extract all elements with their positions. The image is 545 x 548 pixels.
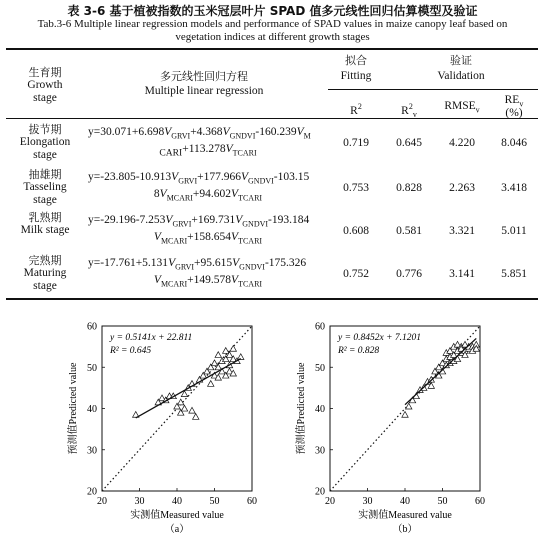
header-r2: $R^2$ bbox=[350, 102, 362, 117]
header-fitting-cn: 拟合 bbox=[345, 54, 367, 67]
header-re-unit: (%) bbox=[505, 107, 523, 119]
data-point bbox=[402, 411, 408, 417]
regression-equation: y = 0.8452x + 7.1201 bbox=[338, 333, 422, 343]
y-tick-label: 30 bbox=[315, 445, 325, 457]
x-axis-label: 实测值Measured value bbox=[358, 510, 452, 521]
row-stage-en2: stage bbox=[33, 280, 57, 292]
data-point bbox=[211, 360, 217, 366]
row-stage-en1: Elongation bbox=[19, 136, 71, 148]
row-re: 5.851 bbox=[501, 268, 527, 280]
x-tick-label: 40 bbox=[172, 496, 182, 507]
row-stage-en1: Milk stage bbox=[20, 224, 70, 236]
panel-label: （a） bbox=[164, 524, 190, 535]
x-axis-label: 实测值Measured value bbox=[130, 510, 224, 521]
x-tick-label: 30 bbox=[134, 496, 145, 507]
header-validation-en: Validation bbox=[437, 70, 485, 82]
row-rmse: 2.263 bbox=[449, 182, 475, 194]
data-point bbox=[215, 352, 221, 358]
header-r2v: $R^2_v$ bbox=[401, 102, 417, 120]
y-tick-label: 50 bbox=[87, 362, 97, 374]
row-stage-en1: Tasseling bbox=[23, 181, 67, 193]
x-tick-label: 20 bbox=[97, 496, 107, 507]
x-tick-label: 50 bbox=[437, 496, 448, 507]
row-r2v: 0.776 bbox=[396, 268, 422, 280]
x-tick-label: 30 bbox=[362, 496, 373, 507]
row-re: 5.011 bbox=[501, 225, 527, 237]
header-re: $RE_v$ bbox=[504, 94, 524, 109]
row-equation-line1: $y=-29.196-7.253V_{GRVI}+169.731V_{GNDVI}-193.184$ bbox=[88, 214, 310, 229]
row-stage-cn: 拔节期 bbox=[28, 123, 62, 136]
table-bottom-rule bbox=[6, 298, 538, 300]
header-stage-cn: 生育期 bbox=[28, 66, 62, 79]
row-re: 3.418 bbox=[501, 182, 527, 194]
table-caption-cn: 表 3-6 基于植被指数的玉米冠层叶片 SPAD 值多元线性回归估算模型及验证 bbox=[67, 4, 478, 18]
fit-line bbox=[136, 359, 241, 418]
row-equation-line2: $V_{MCARI}+158.654V_{TCARI}$ bbox=[153, 231, 263, 246]
data-point bbox=[223, 348, 229, 354]
y-tick-label: 30 bbox=[87, 445, 97, 457]
row-r2v: 0.645 bbox=[396, 137, 422, 149]
header-eq-cn: 多元线性回归方程 bbox=[160, 70, 248, 83]
figures bbox=[0, 310, 545, 548]
header-stage-en1: Growth bbox=[27, 79, 63, 91]
r-squared-label: R² = 0.645 bbox=[110, 346, 152, 356]
y-axis-label: 预测值Predicted value bbox=[296, 362, 307, 455]
row-stage-cn: 乳熟期 bbox=[28, 211, 62, 224]
y-tick-label: 20 bbox=[87, 486, 97, 498]
x-tick-label: 60 bbox=[247, 496, 257, 507]
regression-equation: y = 0.5141x + 22.811 bbox=[110, 333, 193, 343]
header-fitting-en: Fitting bbox=[340, 70, 372, 82]
y-tick-label: 60 bbox=[87, 321, 97, 333]
row-r2: 0.752 bbox=[343, 268, 369, 280]
row-equation-line2: $_{CARI}+113.278V_{TCARI}$ bbox=[159, 143, 257, 159]
x-tick-label: 20 bbox=[325, 496, 335, 507]
row-rmse: 3.321 bbox=[449, 225, 475, 237]
data-point bbox=[428, 376, 434, 382]
row-stage-cn: 完熟期 bbox=[28, 254, 62, 267]
row-r2: 0.753 bbox=[343, 182, 369, 194]
scatter-plot-a bbox=[62, 320, 262, 548]
y-tick-label: 40 bbox=[315, 404, 325, 415]
table-subheader-rule bbox=[328, 89, 538, 90]
y-axis-label: 预测值Predicted value bbox=[68, 362, 79, 455]
row-equation-line2: $8V_{MCARI}+94.602V_{TCARI}$ bbox=[153, 188, 263, 203]
row-equation-line2: $V_{MCARI}+149.578V_{TCARI}$ bbox=[153, 274, 263, 289]
header-eq-en: Multiple linear regression bbox=[144, 85, 264, 97]
table-header-rule bbox=[6, 118, 538, 119]
data-point bbox=[181, 405, 187, 411]
y-tick-label: 40 bbox=[87, 404, 97, 415]
x-tick-label: 60 bbox=[475, 496, 485, 507]
row-equation-line1: $y=-23.805-10.913V_{GRVI}+177.966V_{GNDVI}-103.15$ bbox=[88, 171, 310, 186]
y-tick-label: 60 bbox=[315, 321, 325, 333]
row-r2v: 0.828 bbox=[396, 182, 422, 194]
row-stage-cn: 抽雄期 bbox=[28, 168, 62, 181]
panel-label: （b） bbox=[392, 524, 418, 535]
row-equation-line1: $y=30.071+6.698V_{GRVI}+4.368V_{GNDVI}-160.239V_M$ bbox=[88, 126, 311, 141]
r-squared-label: R² = 0.828 bbox=[338, 346, 380, 356]
table-top-rule bbox=[6, 48, 538, 50]
table-caption-en bbox=[6, 18, 539, 44]
row-stage-en2: stage bbox=[33, 149, 57, 161]
y-tick-label: 20 bbox=[315, 486, 325, 498]
row-stage-en1: Maturing bbox=[23, 267, 67, 279]
data-point bbox=[208, 381, 214, 387]
scatter-plot-b bbox=[290, 320, 490, 548]
table-caption-en-line2: vegetation indices at different growth stages bbox=[175, 31, 370, 43]
row-r2v: 0.581 bbox=[396, 225, 422, 237]
row-r2: 0.608 bbox=[343, 225, 369, 237]
header-stage-en2: stage bbox=[33, 92, 57, 104]
y-tick-label: 50 bbox=[315, 362, 325, 374]
header-rmse: $RMSE_v$ bbox=[444, 100, 480, 115]
row-rmse: 4.220 bbox=[449, 137, 475, 149]
row-r2: 0.719 bbox=[343, 137, 369, 149]
data-point bbox=[189, 407, 195, 413]
table-caption-en-line1: Tab.3-6 Multiple linear regression models and performance of SPAD values in maize canopy leaf based on bbox=[37, 18, 508, 30]
fit-line bbox=[405, 338, 476, 404]
row-stage-en2: stage bbox=[33, 194, 57, 206]
data-point bbox=[193, 414, 199, 420]
row-re: 8.046 bbox=[501, 137, 527, 149]
header-validation-cn: 验证 bbox=[450, 54, 472, 67]
row-rmse: 3.141 bbox=[449, 268, 475, 280]
x-tick-label: 50 bbox=[209, 496, 220, 507]
x-tick-label: 40 bbox=[400, 496, 410, 507]
row-equation-line1: $y=-17.761+5.131V_{GRVI}+95.615V_{GNDVI}-175.326$ bbox=[88, 257, 307, 272]
